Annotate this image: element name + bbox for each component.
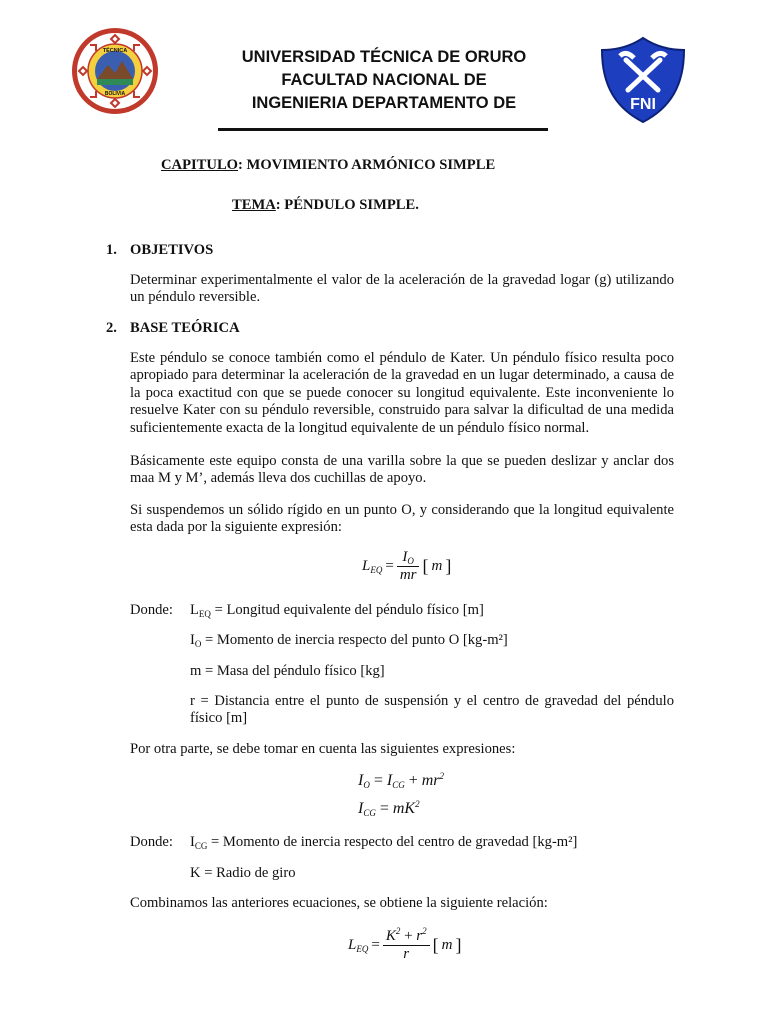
where-1-def-1-sub: EQ — [198, 609, 211, 619]
fni-shield-logo — [598, 36, 688, 124]
f2-lhs: I — [358, 772, 364, 789]
section-1-paragraph: Determinar experimentalmente el valor de la aceleración de la gravedad logar (g) utilizando un péndulo reversible. — [130, 272, 674, 306]
header-title — [200, 46, 568, 115]
chapter-heading — [161, 157, 495, 174]
f4-fraction — [383, 928, 430, 963]
where-2-def-1-symbol: I — [190, 834, 195, 850]
f3-rhs: mK — [392, 800, 416, 817]
section-2-paragraph-5: Combinamos las anteriores ecuaciones, se obtiene la siguiente relación: — [130, 895, 548, 911]
header-line-2: FACULTAD NACIONAL DE — [281, 71, 487, 89]
f2-eq: = — [373, 772, 383, 789]
where-1-def-2-sub: O — [194, 639, 202, 649]
section-1-title: OBJETIVOS — [130, 242, 214, 258]
f4-n1: K — [385, 928, 396, 944]
where-1-def-1 — [190, 602, 674, 619]
svg-text:BOLIVIA: BOLIVIA — [104, 91, 126, 97]
formula-equivalent-length: $L_{EQ}$ = $\frac{I_O}{mr}$ [ m ] — [362, 549, 452, 583]
formula-inertia-cg — [358, 800, 420, 818]
section-2-title: BASE TEÓRICA — [130, 320, 240, 336]
f2-plus: + — [408, 772, 418, 789]
topic-text: : PÉNDULO SIMPLE. — [275, 197, 419, 213]
f1-fraction — [397, 549, 420, 584]
where-1-def-1-symbol: L — [190, 602, 199, 618]
f3-lhs: I — [358, 800, 364, 817]
f3-rhs-sup: 2 — [415, 799, 420, 809]
formula-inertia-o — [358, 772, 444, 790]
chapter-label: CAPITULO — [161, 157, 239, 173]
f3-lhs-sub: CG — [363, 808, 376, 818]
f4-eq: = — [371, 937, 380, 953]
where-1-def-3: m = Masa del péndulo físico [kg] — [190, 663, 385, 679]
f4-n2: r — [416, 928, 423, 944]
section-1-number: 1. — [106, 242, 117, 258]
f1-eq: = — [385, 558, 394, 574]
where-1-def-2 — [190, 632, 674, 649]
chapter-text: : MOVIMIENTO ARMÓNICO SIMPLE — [238, 157, 496, 173]
where-2-def-2: K = Radio de giro — [190, 865, 296, 881]
section-2-paragraph-1: Este péndulo se conoce también como el péndulo de Kater. Un péndulo físico resulta poco apropiado para determinar la aceleración de la gravedad en un lugar determinado, a causa de la poca exactitud con que se puede conocer su longitud equivalente. Este inconveniente lo resuelve Kater con su péndulo reversible, construido para salvar la dificultad de una medida suficientemente exacta de la longitud equivalente de un péndulo físico normal. — [130, 350, 674, 436]
section-2-paragraph-4: Por otra parte, se debe tomar en cuenta las siguientes expresiones: — [130, 741, 516, 757]
f1-num: I — [402, 549, 408, 565]
f1-lhs: L — [362, 558, 371, 574]
section-2-paragraph-3: Si suspendemos un sólido rígido en un punto O, y considerando que la longitud equivalente esta dada por la siguiente expresión: — [130, 502, 674, 536]
f4-plus: + — [404, 928, 413, 944]
header-line-3: INGENIERIA DEPARTAMENTO DE — [251, 94, 517, 112]
where-2-def-1-sub: CG — [194, 841, 208, 851]
svg-text:FNI: FNI — [630, 96, 656, 113]
where-1-def-2-text: = Momento de inercia respecto del punto O [kg-m²] — [201, 632, 508, 648]
where-1-def-2-symbol: I — [190, 632, 195, 648]
f1-den: mr — [399, 567, 417, 583]
where-2-def-1-text: = Momento de inercia respecto del centro de gravedad [kg-m²] — [207, 834, 578, 850]
f1-lhs-sub: EQ — [370, 565, 383, 575]
header-line-1: UNIVERSIDAD TÉCNICA DE ORURO — [241, 48, 527, 66]
f2-lhs-sub: O — [363, 780, 370, 790]
f1-num-sub: O — [407, 556, 414, 566]
where-2-label: Donde: — [130, 834, 173, 850]
where-1-def-4: r = Distancia entre el punto de suspensión y el centro de gravedad del péndulo físico [m] — [190, 693, 674, 727]
f4-den: r — [403, 946, 410, 962]
f3-eq: = — [379, 800, 389, 817]
section-2-number: 2. — [106, 320, 117, 336]
f4-n1-sup: 2 — [395, 926, 401, 936]
svg-text:TÉCNICA: TÉCNICA — [102, 48, 128, 54]
header-divider — [218, 128, 548, 131]
topic-label: TEMA — [232, 197, 276, 213]
where-1-label: Donde: — [130, 602, 173, 618]
f2-t1-sub: CG — [392, 780, 405, 790]
f2-t1: I — [386, 772, 393, 789]
university-seal-logo — [70, 27, 160, 115]
f4-unit: m — [441, 937, 453, 953]
where-1-def-1-text: = Longitud equivalente del péndulo físico [m] — [210, 602, 484, 618]
f4-n2-sup: 2 — [422, 926, 427, 936]
f2-t2-sup: 2 — [439, 771, 445, 781]
formula-equivalent-length-radius: $L_{EQ}$ = $\frac{K^2 + r^2}{r}$ [ m ] — [348, 926, 462, 962]
f1-unit: m — [431, 558, 443, 574]
f4-lhs-sub: EQ — [356, 944, 369, 954]
where-2-def-1 — [190, 834, 674, 851]
f2-t2: mr — [421, 772, 440, 789]
f4-lhs: L — [348, 937, 357, 953]
topic-heading — [232, 197, 419, 214]
section-2-paragraph-2: Básicamente este equipo consta de una varilla sobre la que se pueden deslizar y anclar dos maa M y M’, además lleva dos cuchillas de apoyo. — [130, 453, 674, 487]
